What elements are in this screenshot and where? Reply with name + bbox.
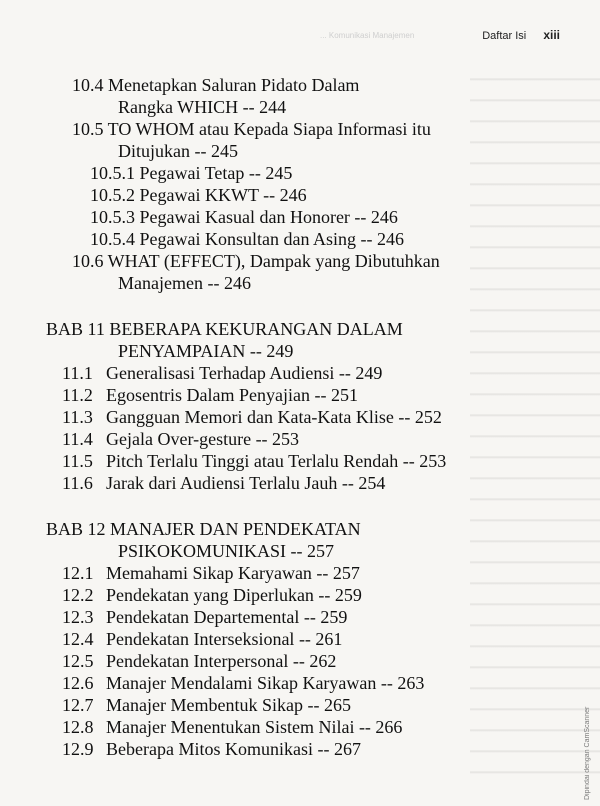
toc-entry [62, 738, 361, 760]
toc-entry [62, 628, 342, 650]
toc-entry-text: Egosentris Dalam Penyajian -- 251 [106, 385, 358, 405]
toc-entry-continuation [118, 140, 238, 162]
chapter-heading-continuation [118, 340, 293, 362]
toc-entry-text: Pendekatan yang Diperlukan -- 259 [106, 585, 362, 605]
chapter-heading [46, 318, 403, 340]
toc-entry [62, 584, 362, 606]
toc-entry-text: Manajemen -- 246 [118, 273, 251, 293]
toc-entry-number: 11.6 [62, 473, 93, 493]
toc-entry-text: Beberapa Mitos Komunikasi -- 267 [106, 739, 361, 759]
toc-entry-number: 12.5 [62, 651, 94, 671]
toc-entry [90, 162, 292, 184]
toc-entry-text: Memahami Sikap Karyawan -- 257 [106, 563, 360, 583]
toc-entry-number: 11.2 [62, 385, 93, 405]
toc-entry-text: Gangguan Memori dan Kata-Kata Klise -- 252 [106, 407, 442, 427]
header-title: Daftar Isi [482, 30, 527, 42]
toc-entry [90, 206, 398, 228]
toc-entry [62, 562, 360, 584]
toc-entry-text: Generalisasi Terhadap Audiensi -- 249 [106, 363, 383, 383]
toc-entry [62, 716, 402, 738]
toc-entry-number: 12.6 [62, 673, 94, 693]
toc-entry-text: Pendekatan Interpersonal -- 262 [106, 651, 337, 671]
page-number: xiii [543, 28, 560, 42]
toc-entry-number: 11.3 [62, 407, 93, 427]
toc-entry-text: 10.5.2 Pegawai KKWT -- 246 [90, 185, 307, 205]
toc-entry-number: 12.1 [62, 563, 94, 583]
chapter-heading-text: BAB 12 MANAJER DAN PENDEKATAN [46, 519, 361, 539]
toc-entry [90, 228, 404, 250]
faint-running-title: ... Komunikasi Manajemen [320, 31, 415, 40]
toc-entry-text: 10.5 TO WHOM atau Kepada Siapa Informasi itu [72, 119, 431, 139]
toc-entry-text: Jarak dari Audiensi Terlalu Jauh -- 254 [106, 473, 386, 493]
toc-entry-number: 12.9 [62, 739, 94, 759]
toc-entry-text: Manajer Menentukan Sistem Nilai -- 266 [106, 717, 403, 737]
toc-entry-number: 11.4 [62, 429, 93, 449]
toc-entry-number: 12.2 [62, 585, 94, 605]
toc-entry-number: 11.5 [62, 451, 93, 471]
toc-entry-text: Pitch Terlalu Tinggi atau Terlalu Rendah -- 253 [106, 451, 447, 471]
toc-entry-continuation [118, 272, 251, 294]
toc-entry-text: Pendekatan Interseksional -- 261 [106, 629, 343, 649]
toc-entry [62, 472, 385, 494]
toc-entry-text: Manajer Membentuk Sikap -- 265 [106, 695, 351, 715]
chapter-heading-continuation [118, 540, 334, 562]
toc-entry-text: 10.6 WHAT (EFFECT), Dampak yang Dibutuhkan [72, 251, 440, 271]
toc-entry-number: 12.4 [62, 629, 94, 649]
toc-entry-text: Rangka WHICH -- 244 [118, 97, 287, 117]
toc-entry [62, 450, 446, 472]
toc-entry [62, 384, 358, 406]
toc-entry-text: Ditujukan -- 245 [118, 141, 238, 161]
toc-entry-number: 12.8 [62, 717, 94, 737]
scanner-watermark: Dipindai dengan CamScanner [584, 706, 591, 800]
toc-entry-text: 10.4 Menetapkan Saluran Pidato Dalam [72, 75, 360, 95]
toc-entry-text: Manajer Mendalami Sikap Karyawan -- 263 [106, 673, 425, 693]
toc-entry [62, 672, 424, 694]
toc-entry [72, 74, 359, 96]
toc-entry [72, 118, 431, 140]
toc-entry-text: 10.5.4 Pegawai Konsultan dan Asing -- 246 [90, 229, 404, 249]
toc-entry [62, 428, 299, 450]
toc-entry [90, 184, 307, 206]
toc-entry-number: 12.3 [62, 607, 94, 627]
toc-entry [62, 694, 351, 716]
toc-entry-text: Pendekatan Departemental -- 259 [106, 607, 348, 627]
toc-entry-text: 10.5.1 Pegawai Tetap -- 245 [90, 163, 293, 183]
toc-entry-number: 11.1 [62, 363, 93, 383]
toc-entry [62, 362, 382, 384]
toc-entry [72, 250, 440, 272]
chapter-heading-text: PENYAMPAIAN -- 249 [118, 341, 294, 361]
toc-entry-number: 12.7 [62, 695, 94, 715]
chapter-heading [46, 518, 361, 540]
chapter-heading-text: BAB 11 BEBERAPA KEKURANGAN DALAM [46, 319, 403, 339]
chapter-heading-text: PSIKOKOMUNIKASI -- 257 [118, 541, 334, 561]
toc-entry [62, 606, 347, 628]
toc-entry-text: Gejala Over-gesture -- 253 [106, 429, 300, 449]
toc-entry [62, 406, 442, 428]
toc-entry-text: 10.5.3 Pegawai Kasual dan Honorer -- 246 [90, 207, 398, 227]
toc-entry-continuation [118, 96, 286, 118]
toc-entry [62, 650, 336, 672]
